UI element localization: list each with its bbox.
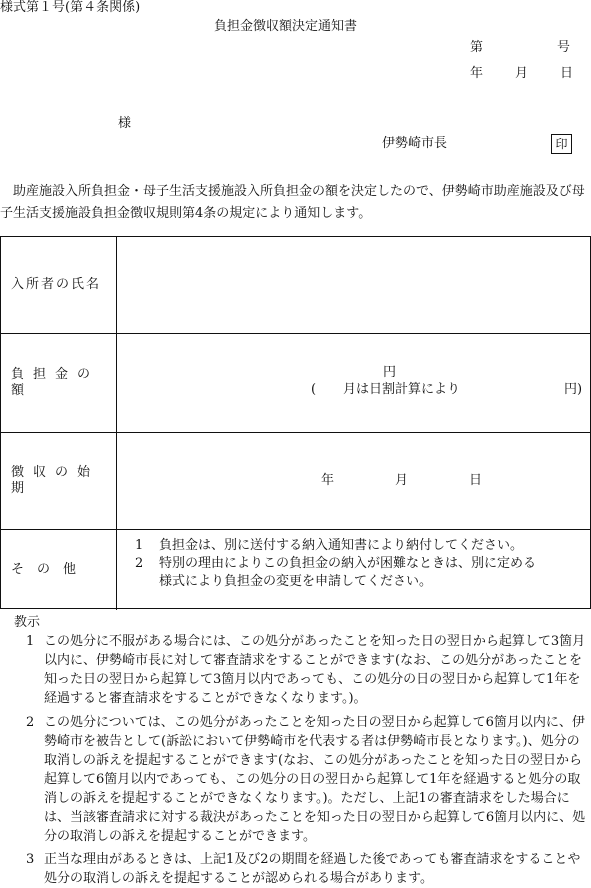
other-cell <box>117 530 590 610</box>
item-text: 特別の理由によりこの負担金の納入が困難なときは、別に定める <box>159 556 537 571</box>
start-month: 月 <box>395 473 409 488</box>
start-day: 日 <box>469 473 483 488</box>
item-text-cont: 様式により負担金の変更を申請してください。 <box>159 574 433 589</box>
table-row <box>1 237 590 333</box>
document-title: 負担金徴収額決定通知書 <box>214 19 358 34</box>
number-label: 第 <box>470 40 484 55</box>
note-text: 正当な理由があるときは、上記1及び2の期間を経過した後であっても審査請求をすることや処分の取消しの訴えを提起することが認められる場合があります。 <box>44 852 581 886</box>
seal-box: 印 <box>551 134 572 154</box>
other-item <box>135 538 523 554</box>
note-number: 1 <box>26 634 35 649</box>
note-text: この処分に不服がある場合には、この処分があったことを知った日の翌日から起算して3箇月以内に、伊勢崎市長に対して審査請求をすることができます(なお、この処分があったことを知った日の翌日から起算して3箇月以内であっても、この処分の日の翌日から起算して1年を経過すると審査請求をすることができなくなります。)。 <box>44 634 586 706</box>
other-item <box>135 556 536 572</box>
start-date-cell <box>117 433 590 529</box>
number-suffix: 号 <box>557 40 571 55</box>
date-line <box>470 66 573 82</box>
item-number: 1 <box>135 538 144 553</box>
note-text: この処分については、この処分があったことを知った日の翌日から起算して6箇月以内に、伊勢崎市を被告として(訴訟において伊勢崎市を代表する者は伊勢崎市長となります。)、処分の取消しの訴えを提起することができます(なお、この処分があったことを知った日の翌日から起算して6箇月以内であっても、この処分の日の翌日から起算して1年を経過すると処分の取消しの訴えを提起することができなくなります。)。ただし、上記1の審査請求をした場合には、当該審査請求に対する裁決があったことを知った日の翌日から起算して6箇月以内に、処分の取消しの訴えを提起することができます。 <box>44 715 586 844</box>
table-row <box>1 529 590 610</box>
amount-close: 円) <box>564 382 583 397</box>
date-day: 日 <box>560 66 574 81</box>
item-text: 負担金は、別に送付する納入通知書により納付してください。 <box>159 538 524 553</box>
note-number: 2 <box>26 715 35 730</box>
name-cell <box>117 237 590 333</box>
table-row <box>1 432 590 529</box>
start-year: 年 <box>321 473 335 488</box>
notes-label: 教示 <box>14 615 41 630</box>
issuer: 伊勢崎市長 <box>382 136 448 151</box>
addressee-suffix: 様 <box>118 116 132 131</box>
item-number: 2 <box>135 556 144 571</box>
note-item <box>26 632 586 708</box>
note-item <box>26 850 586 888</box>
table-row <box>1 333 590 432</box>
date-year: 年 <box>470 66 484 81</box>
row-header <box>1 334 117 432</box>
row-label: そ の 他 <box>11 561 77 577</box>
other-item-continuation <box>135 574 432 590</box>
info-table <box>0 236 591 609</box>
row-label: 徴収の始期 <box>11 464 100 496</box>
intro-paragraph: 助産施設入所負担金・母子生活支援施設入所負担金の額を決定したので、伊勢崎市助産施設及び母子生活支援施設負担金徴収規則第4条の規定により通知します。 <box>0 184 585 221</box>
amount-yen: 円 <box>383 365 397 380</box>
form-label: 様式第１号(第４条関係) <box>0 0 141 15</box>
note-item <box>26 713 586 846</box>
amount-open-paren: ( <box>311 382 317 397</box>
row-header <box>1 530 117 610</box>
date-month: 月 <box>515 66 529 81</box>
row-header <box>1 433 117 529</box>
amount-monthly-text: 月は日割計算により <box>343 382 461 397</box>
row-header <box>1 237 117 333</box>
row-label: 負担金の額 <box>11 366 100 398</box>
amount-cell <box>117 334 590 432</box>
row-label: 入所者の氏名 <box>11 276 102 292</box>
note-number: 3 <box>26 852 35 867</box>
